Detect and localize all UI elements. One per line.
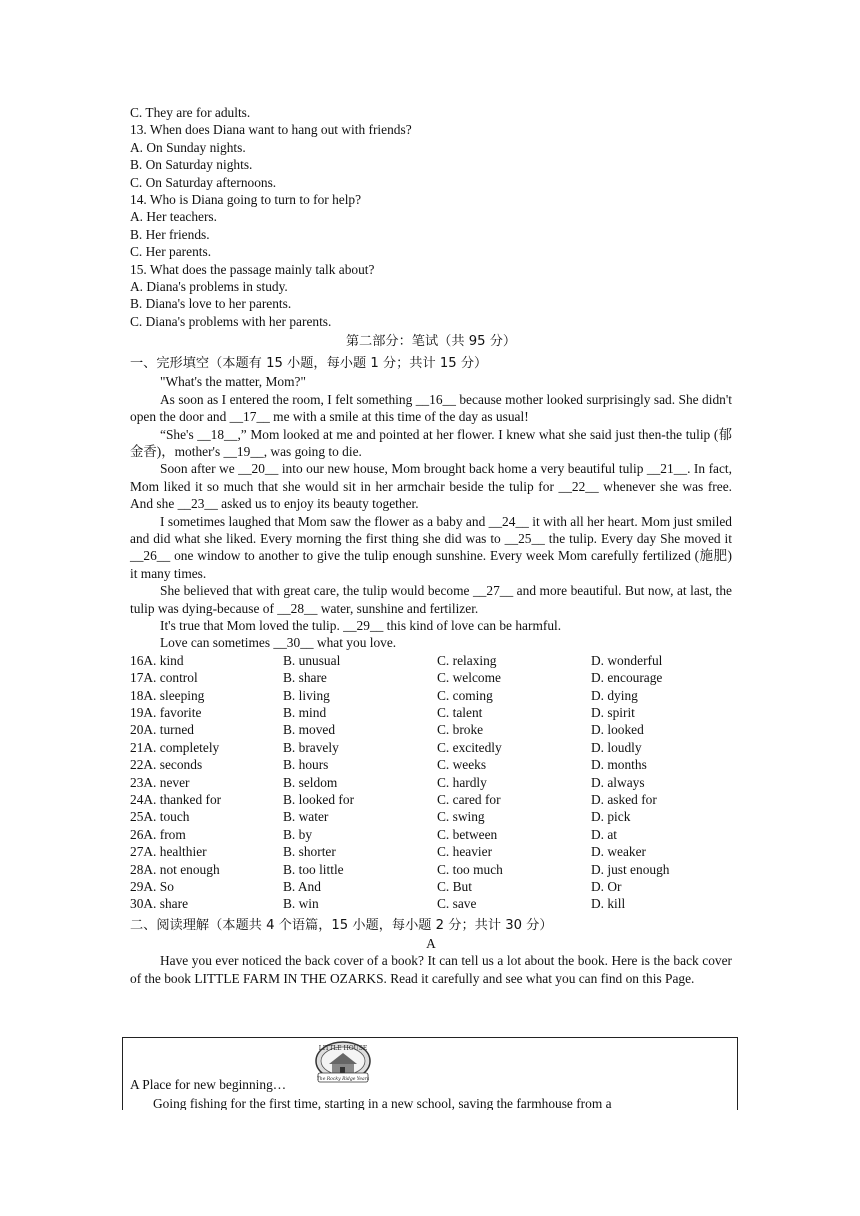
cloze-option: C. heavier xyxy=(437,844,493,860)
cloze-option: 23A. never xyxy=(130,774,190,790)
cloze-passage xyxy=(130,373,732,652)
cloze-option: B. looked for xyxy=(283,792,355,808)
listening-line: C. On Saturday afternoons. xyxy=(130,174,277,190)
listening-line: B. Her friends. xyxy=(130,226,210,242)
cloze-option: C. hardly xyxy=(437,774,487,790)
cloze-option: C. talent xyxy=(437,705,483,720)
cloze-option: B. living xyxy=(283,687,330,703)
cloze-option: 27A. healthier xyxy=(130,844,207,860)
cloze-option: C. welcome xyxy=(437,670,501,686)
listening-line: C. Her parents. xyxy=(130,244,212,260)
cloze-option: C. between xyxy=(437,826,498,842)
passage-label: A xyxy=(426,935,436,951)
cloze-option: B. And xyxy=(283,879,321,895)
cloze-option: B. too little xyxy=(283,861,344,877)
book-cover-box xyxy=(122,1037,738,1110)
cloze-option: 24A. thanked for xyxy=(130,792,222,808)
cloze-option: D. just enough xyxy=(591,861,670,877)
cloze-option: B. bravely xyxy=(283,739,339,755)
cloze-paragraph: She believed that with great care, the tulip would become __27__ and more beautiful. But now, at last, the tulip was dying-because of __28__ water, sunshine and fertilizer. xyxy=(130,583,732,616)
cloze-option: 28A. not enough xyxy=(130,861,220,877)
little-house-logo xyxy=(313,1040,373,1086)
cloze-option: 30A. share xyxy=(130,896,189,912)
cloze-option: B. unusual xyxy=(283,652,341,668)
cloze-option: C. relaxing xyxy=(437,652,497,668)
cloze-option: 17A. control xyxy=(130,670,198,686)
cloze-paragraph: Love can sometimes __30__ what you love. xyxy=(160,635,397,651)
cloze-option: C. cared for xyxy=(437,792,501,808)
cloze-option: D. loudly xyxy=(591,739,642,755)
cloze-option: D. pick xyxy=(591,809,631,825)
listening-line: A. Diana's problems in study. xyxy=(130,279,288,295)
cloze-paragraph: It's true that Mom loved the tulip. __29__ this kind of love can be harmful. xyxy=(160,617,562,633)
cloze-option: 19A. favorite xyxy=(130,705,202,720)
cloze-option: 22A. seconds xyxy=(130,757,203,773)
cloze-option: 21A. completely xyxy=(130,739,220,755)
listening-line: 13. When does Diana want to hang out with friends? xyxy=(130,122,412,138)
listening-line: A. On Sunday nights. xyxy=(130,139,246,155)
cloze-option: C. But xyxy=(437,879,472,895)
cloze-option: B. hours xyxy=(283,757,329,773)
cloze-option: 26A. from xyxy=(130,826,186,842)
cloze-option: D. kill xyxy=(591,896,626,912)
cloze-option: 29A. So xyxy=(130,879,174,895)
listening-line: B. Diana's love to her parents. xyxy=(130,296,292,312)
cloze-paragraph: "What's the matter, Mom?" xyxy=(160,374,306,390)
cloze-option: D. dying xyxy=(591,687,638,703)
cloze-option: C. weeks xyxy=(437,757,487,773)
cloze-option: D. always xyxy=(591,774,645,790)
cloze-option: D. looked xyxy=(591,722,644,738)
listening-line: C. They are for adults. xyxy=(130,105,251,120)
cloze-option: 20A. turned xyxy=(130,722,194,738)
logo-bottom-text: The Rocky Ridge Years xyxy=(316,1077,370,1082)
cloze-option: D. months xyxy=(591,757,647,773)
cloze-option: D. at xyxy=(591,826,618,842)
reading-section-title: 二、阅读理解（本题共 4 个语篇，15 小题，每小题 2 分；共计 30 分） xyxy=(130,917,553,933)
cloze-option: C. swing xyxy=(437,809,485,825)
cloze-option: B. water xyxy=(283,809,329,825)
cloze-option: B. win xyxy=(283,896,319,912)
listening-line: B. On Saturday nights. xyxy=(130,157,253,173)
cloze-paragraph: Soon after we __20__ into our new house, Mom brought back home a very beautiful tulip __21__. In fact, Mom liked it so much that she would sit in her armchair beside the tulip for __22__ whenever she was free. And she __23__ asked us to enjoy its beauty together. xyxy=(130,461,732,512)
listening-line: A. Her teachers. xyxy=(130,209,217,225)
cloze-option: B. by xyxy=(283,826,313,842)
logo-top-text: LITTLE HOUSE xyxy=(318,1045,368,1052)
cloze-option: D. asked for xyxy=(591,792,657,808)
cloze-option: B. seldom xyxy=(283,774,338,790)
cloze-option: D. weaker xyxy=(591,844,647,860)
document-page xyxy=(130,104,732,987)
cover-blurb: Going fishing for the first time, starting in a new school, saving the farmhouse from a xyxy=(153,1096,612,1110)
cloze-option: C. broke xyxy=(437,722,484,738)
cloze-option: C. too much xyxy=(437,861,503,877)
reading-intro: Have you ever noticed the back cover of a book? It can tell us a lot about the book. Here is the back cover of the book LITTLE FARM IN THE OZARKS. Read it carefully and see what you can find on this Page. xyxy=(130,953,732,986)
cloze-option: B. share xyxy=(283,670,327,686)
cloze-paragraph: As soon as I entered the room, I felt something __16__ because mother looked surprisingly sad. She didn't open the door and __17__ me with a smile at this time of the day as usual! xyxy=(130,391,732,425)
cloze-option: C. save xyxy=(437,896,477,912)
cloze-option: B. moved xyxy=(283,722,336,738)
cloze-option: D. wonderful xyxy=(591,652,663,668)
listening-line: C. Diana's problems with her parents. xyxy=(130,313,332,329)
cloze-option: 18A. sleeping xyxy=(130,687,205,703)
cloze-option: B. shorter xyxy=(283,844,336,860)
cloze-option: D. spirit xyxy=(591,705,635,720)
cloze-option: 16A. kind xyxy=(130,652,184,668)
cloze-section-title: 一、完形填空（本题有 15 小题，每小题 1 分；共计 15 分） xyxy=(130,356,488,372)
cloze-paragraph: “She's __18__,” Mom looked at me and pointed at her flower. I knew what she said just then-the tulip (郁金香)，mother's __19__, was going to die. xyxy=(130,426,732,459)
part-two-title: 第二部分：笔试（共 95 分） xyxy=(345,334,517,350)
cloze-option: C. coming xyxy=(437,687,493,703)
cover-tagline: A Place for new beginning… xyxy=(130,1077,287,1092)
cloze-option: 25A. touch xyxy=(130,809,190,825)
cloze-option: D. Or xyxy=(591,879,622,895)
cloze-option: C. excitedly xyxy=(437,739,502,755)
listening-line: 15. What does the passage mainly talk about? xyxy=(130,261,375,277)
listening-line: 14. Who is Diana going to turn to for help? xyxy=(130,192,362,208)
cloze-option: B. mind xyxy=(283,705,327,720)
cloze-paragraph: I sometimes laughed that Mom saw the flower as a baby and __24__ it with all her heart. Mom just smiled and did what she liked. Every morning the first thing she did was to __25__ the tulip. Every day She moved it __26__ one window to another to give the tulip enough sunshine. Every week Mom carefully fertilized (施肥) it many times. xyxy=(130,513,732,581)
cloze-options xyxy=(130,652,732,913)
cloze-option: D. encourage xyxy=(591,670,663,686)
listening-questions xyxy=(130,104,732,330)
